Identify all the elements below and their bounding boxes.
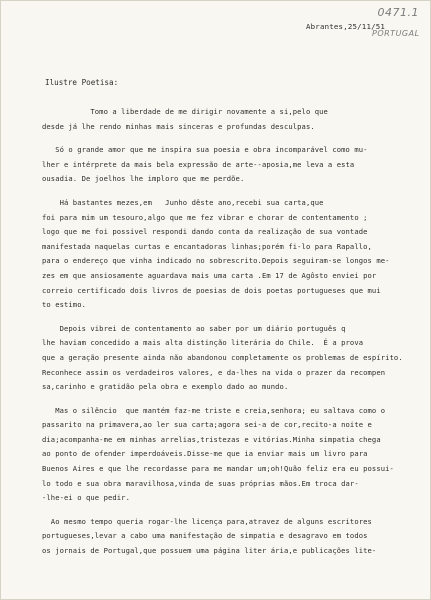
archive-number: 0471.1 xyxy=(377,6,419,19)
letter-line: -lhe-ei o que pedir. xyxy=(42,493,130,503)
letter-line: sa,carinho e gratidão pela obra e exemplo dado ao mundo. xyxy=(42,382,289,392)
paragraph-gap xyxy=(42,134,426,143)
letter-line: lo todo e sua obra maravilhosa,vinda de suas próprias mãos.Em troca dar- xyxy=(42,478,359,488)
letter-line: dia;acompanha-me em minhas arrelias,tristezas e vitórias.Minha simpatia chega xyxy=(42,434,381,444)
letter-line: Tomo a liberdade de me dirigir novamente a si,pelo que xyxy=(42,107,328,116)
letter-line: para o endereço que vinha indicado no sobrescrito.Depois seguiram-se longos me- xyxy=(42,256,390,266)
place-annotation: PORTUGAL xyxy=(372,29,420,38)
letter-date: Abrantes,25/11/51 xyxy=(306,22,386,31)
letter-line: logo que me foi possivel respondi dando conta da realização de sua vontade xyxy=(42,227,368,237)
letter-line: ousadia. De joelhos lhe imploro que me perdõe. xyxy=(42,174,245,184)
letter-line: desde já lhe rendo minhas mais sinceras e profundas desculpas. xyxy=(42,121,315,131)
letter-line: correio certificado dois livros de poesias de dois poetas portugueses que mui xyxy=(42,285,381,295)
letter-line: Há bastantes mezes,em Junho dêste ano,recebi sua carta,que xyxy=(42,197,324,207)
letter-line: lhe haviam concedido a mais alta distinção literária do Chile. É a prova xyxy=(42,338,364,348)
letter-line: Reconhece assim os verdadeiros valores, e da-lhes na vida o prazer da recompen xyxy=(42,367,386,377)
salutation: Ilustre Poetisa: xyxy=(45,78,119,87)
letter-line: passarito na primavera,ao ler sua carta;agora sei-a de cor,recito-a noite e xyxy=(42,420,372,430)
paragraph-gap xyxy=(42,395,426,404)
paragraph-gap xyxy=(42,506,426,515)
letter-line: Depois vibrei de contentamento ao saber por um diário português q xyxy=(42,323,346,333)
letter-line: lher e intérprete da mais bela expressão de arte--aposia,me leva a esta xyxy=(42,159,355,169)
letter-line: zes em que ansiosamente aguardava mais uma carta .Em 17 de Agôsto enviei por xyxy=(42,270,377,280)
letter-line: portugueses,levar a cabo uma manifestação de simpatia e desagravo em todos xyxy=(42,531,368,541)
letter-line: manifestada naquelas curtas e encantadoras linhas;porém fi-lo para Rapallo, xyxy=(42,241,372,251)
paragraph-gap xyxy=(42,313,426,322)
letter-line: Mas o silêncio que mantém faz-me triste e creia,senhora; eu saltava como o xyxy=(42,405,386,415)
letter-line: Ao mesmo tempo queria rogar-lhe licença para,atravez de alguns escritores xyxy=(42,516,372,526)
letter-line: ao ponto de ofender imperdoáveis.Disse-me que ia enviar mais um livro para xyxy=(42,449,368,459)
letter-line: Só o grande amor que me inspira sua poesia e obra incomparável como mu- xyxy=(42,145,368,155)
letter-line: que a geração presente ainda não abandonou completamente os problemas de espírito. xyxy=(42,352,403,362)
letter-line: os jornais de Portugal,que possuem uma página liter ária,e publicações lite- xyxy=(42,546,377,556)
letter-body xyxy=(42,105,426,559)
letter-line: foi para mim um tesouro,algo que me fez vibrar e chorar de contentamento ; xyxy=(42,212,368,222)
letter-line: Buenos Aires e que lhe recordasse para me mandar um;oh!Quão feliz era eu possui- xyxy=(42,464,394,474)
letter-line: to estimo. xyxy=(42,300,86,310)
paragraph-gap xyxy=(42,187,426,196)
